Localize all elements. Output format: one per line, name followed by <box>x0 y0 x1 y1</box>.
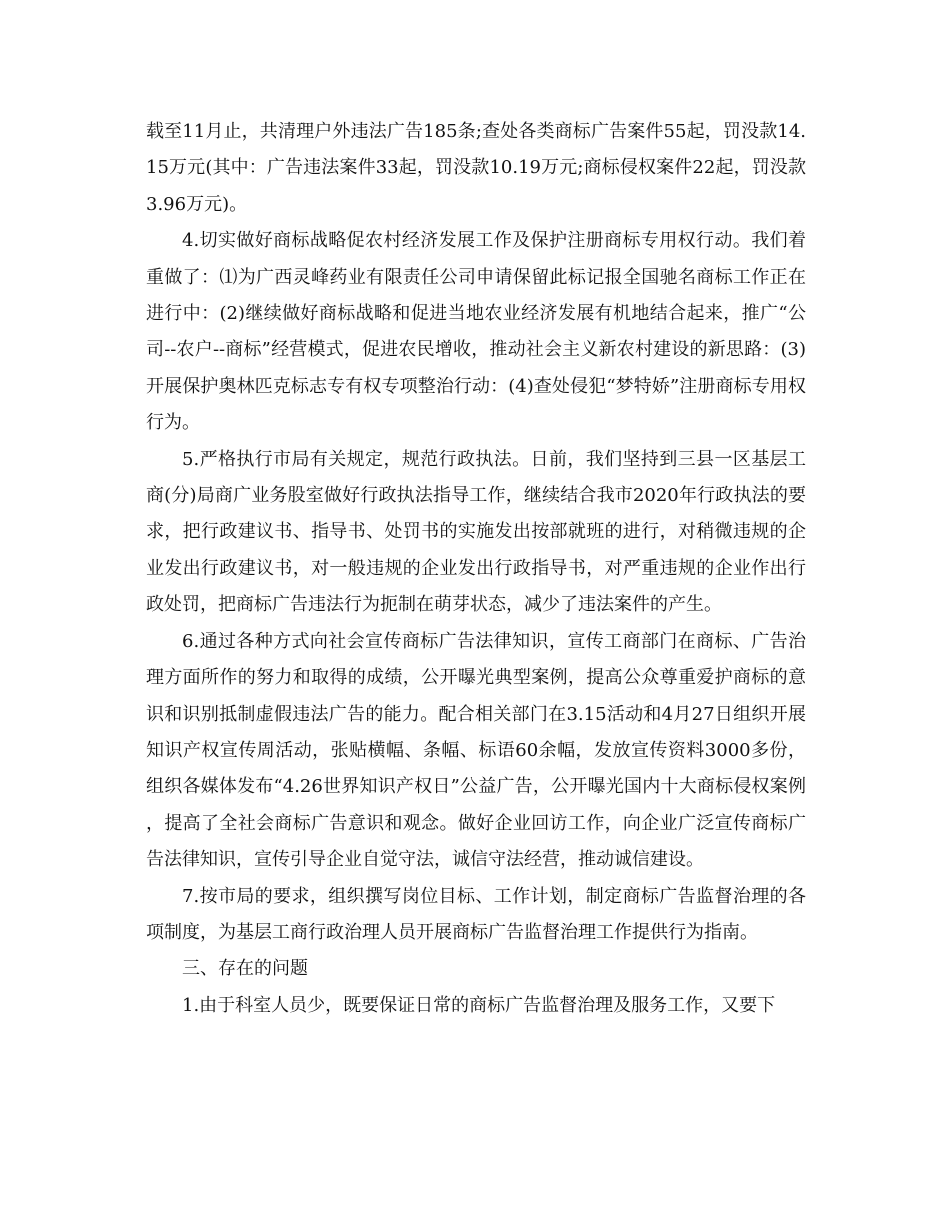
section-heading-problems: 三、存在的问题 <box>182 958 308 980</box>
paragraph-item-4: 4.切实做好商标战略促农村经济发展工作及保护注册商标专用权行动。我们着重做了：⑴为广西灵峰药业有限责任公司申请保留此标记报全国驰名商标工作正在进行中：(2)继续做好商标战略和促进当地农业经济发展有机地结合起来，推广“公司--农户--商标”经营模式，促进农民增收，推动社会主义新农村建设的新思路：(3)开展保护奥林匹克标志专有权专项整治行动：(4)查处侵犯“梦特娇”注册商标专用权行为。 <box>146 230 806 434</box>
paragraph-item-6: 6.通过各种方式向社会宣传商标广告法律知识，宣传工商部门在商标、广告治理方面所作的努力和取得的成绩，公开曝光典型案例，提高公众尊重爱护商标的意识和识别抵制虚假违法广告的能力。配合相关部门在3.15活动和4月27日组织开展知识产权宣传周活动，张贴横幅、条幅、标语60余幅，发放宣传资料3000多份，组织各媒体发布“4.26世界知识产权日”公益广告，公开曝光国内十大商标侵权案例，提高了全社会商标广告意识和观念。做好企业回访工作，向企业广泛宣传商标广告法律知识，宣传引导企业自觉守法，诚信守法经营，推动诚信建设。 <box>146 630 806 871</box>
paragraph-item-7: 7.按市局的要求，组织撰写岗位目标、工作计划，制定商标广告监督治理的各项制度，为基层工商行政治理人员开展商标广告监督治理工作提供行为指南。 <box>146 885 806 943</box>
paragraph-penalty-summary: 载至11月止，共清理户外违法广告185条;查处各类商标广告案件55起，罚没款14.15万元(其中：广告违法案件33起，罚没款10.19万元;商标侵权案件22起，罚没款3.96万元)。 <box>146 121 806 215</box>
paragraph-item-5: 5.严格执行市局有关规定，规范行政执法。日前，我们坚持到三县一区基层工商(分)局商广业务股室做好行政执法指导工作，继续结合我市2020年行政执法的要求，把行政建议书、指导书、处罚书的实施发出按部就班的进行，对稍微违规的企业发出行政建议书，对一般违规的企业发出行政指导书，对严重违规的企业作出行政处罚，把商标广告违法行为扼制在萌芽状态，减少了违法案件的产生。 <box>146 448 806 616</box>
paragraph-problem-1: 1.由于科室人员少，既要保证日常的商标广告监督治理及服务工作，又要下 <box>182 994 776 1016</box>
document-body <box>146 114 806 1024</box>
